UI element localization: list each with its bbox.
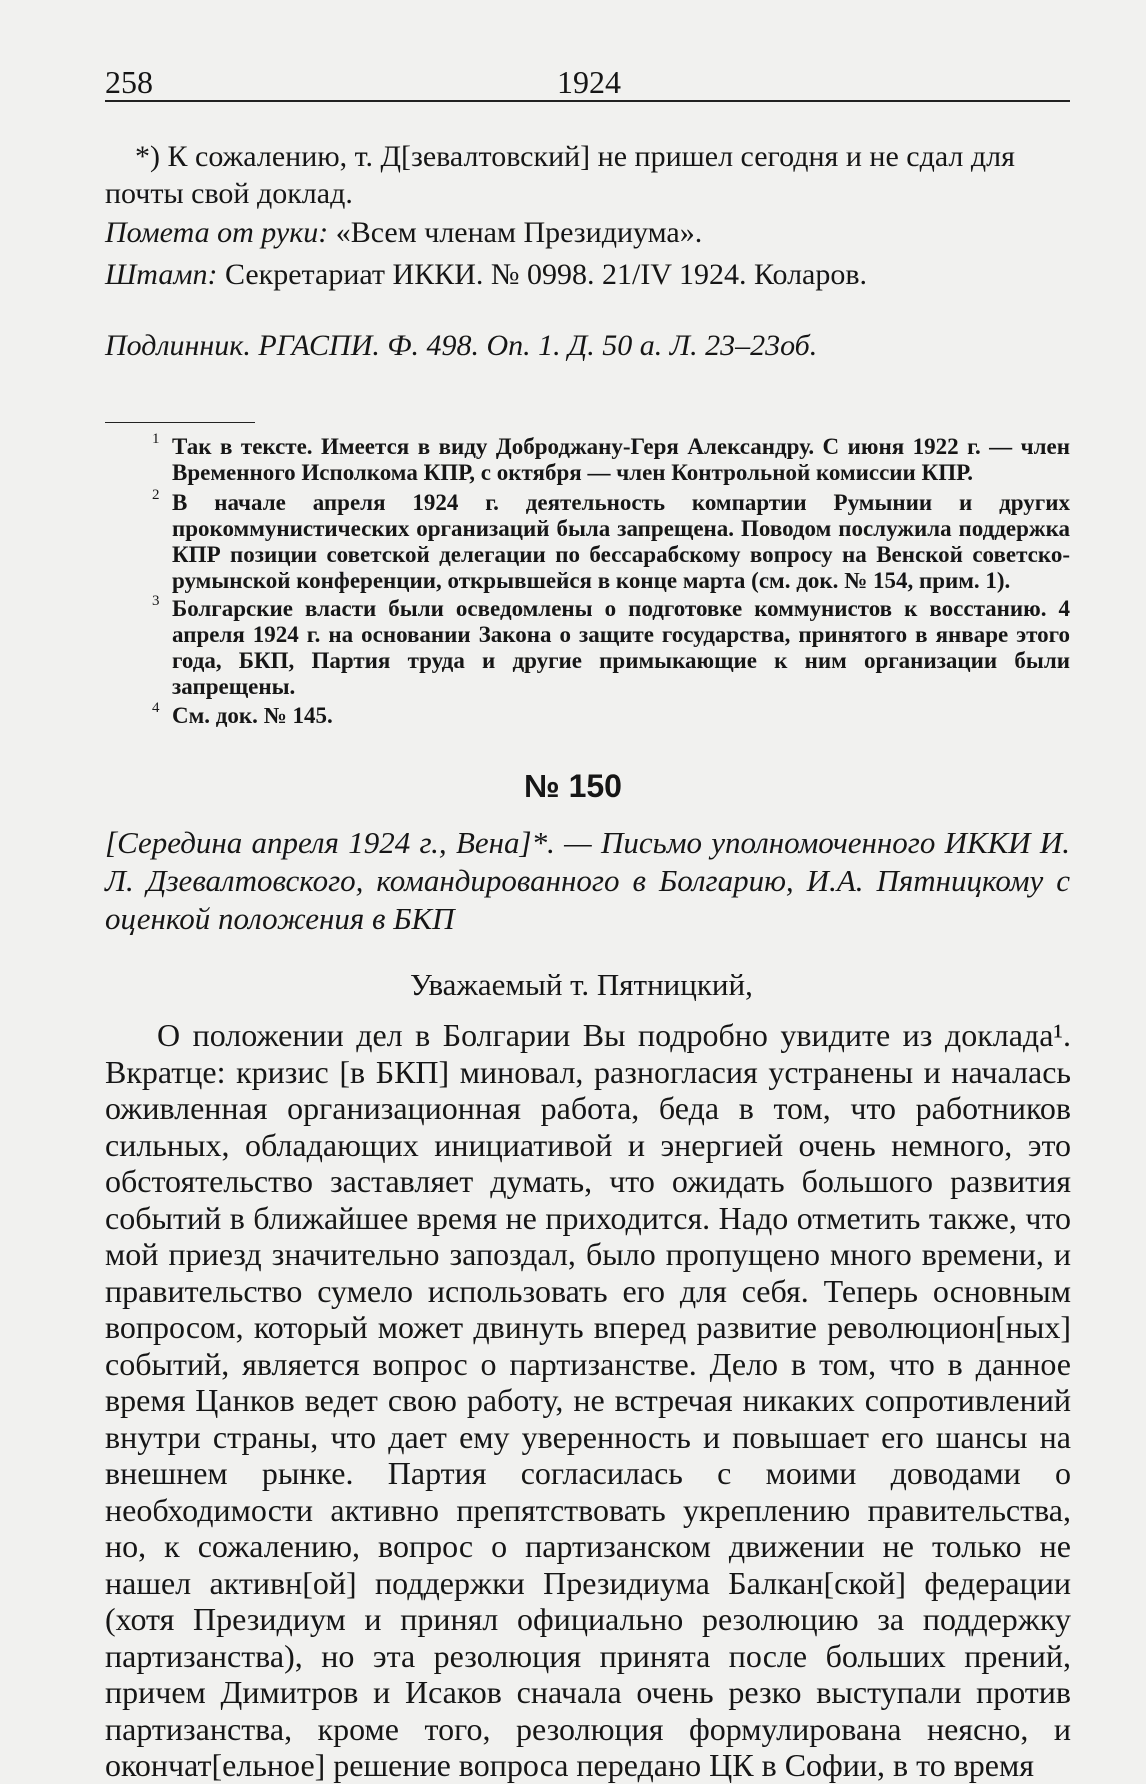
footnote-marker: 2 bbox=[152, 487, 160, 503]
footnote-2 bbox=[105, 487, 1070, 594]
preamble bbox=[105, 138, 1070, 212]
stamp-line bbox=[105, 256, 1070, 293]
footnote-text: См. док. № 145. bbox=[172, 703, 333, 728]
archive-source: Подлинник. РГАСПИ. Ф. 498. Оп. 1. Д. 50 а. Л. 23–23об. bbox=[105, 329, 818, 362]
handwritten-mark bbox=[105, 214, 1070, 251]
footnote-marker: 1 bbox=[152, 431, 160, 447]
footnote-1 bbox=[105, 431, 1070, 486]
footnote-text: В начале апреля 1924 г. деятельность компартии Румынии и других прокоммунистических организаций была запрещена. Поводом послужила поддержка КПР позиции советской делегации по бессарабскому вопросу на Венской советско-румынской конференции, открывшейся в конце марта (см. док. № 154, прим. 1). bbox=[172, 490, 1070, 593]
missing-report-note: *) К сожалению, т. Д[зевалтовский] не пришел сегодня и не сдал для почты свой доклад. bbox=[105, 140, 1015, 210]
letter-body bbox=[105, 1017, 1071, 1784]
page-number: 258 bbox=[105, 64, 153, 100]
running-head-year: 1924 bbox=[557, 64, 621, 100]
footnote-3 bbox=[105, 593, 1070, 700]
page-header bbox=[105, 58, 1070, 98]
footnote-marker: 3 bbox=[152, 593, 160, 609]
footnote-marker: 4 bbox=[152, 700, 160, 716]
document-title: [Середина апреля 1924 г., Вена]*. — Письмо уполномоченного ИККИ И. Л. Дзевалтовского, командированного в Болгарию, И.А. Пятницкому с оценкой положения в БКП bbox=[105, 825, 1070, 936]
letter-paragraph: О положении дел в Болгарии Вы подробно увидите из доклада¹. Вкратце: кризис [в БКП] миновал, разногласия устранены и началась оживленная организационная работа, беда в том, что работников сильных, обладающих инициативой и энергией очень немного, это обстоятельство заставляет думать, что ожидать большого развития событий в ближайшее время не приходится. Надо отметить также, что мой приезд значительно запоздал, было пропущено много времени, и правительство сумело использовать его для себя. Теперь основным вопросом, который может двинуть вперед развитие революцион[ных] событий, является вопрос о партизанстве. Дело в том, что в данное время Цанков ведет свою работу, не встречая никаких сопротивлений внутри страны, что дает ему уверенность и повышает его шансы на внешнем рынке. Партия согласилась с моими доводами о необходимости активно препятствовать укреплению правительства, но, к сожалению, вопрос о партизанском движении не только не нашел активн[ой] поддержки Президиума Балкан[ской] федерации (хотя Президиум и принял официально резолюцию за поддержку партизанства), но эта резолюция принята после больших прений, причем Димитров и Исаков сначала очень резко выступали против партизанства, кроме того, резолюция формулирована неясно, и окончат[ельное] решение вопроса передано ЦК в Софии, в то время bbox=[105, 1017, 1071, 1783]
salutation: Уважаемый т. Пятницкий, bbox=[410, 967, 753, 1002]
stamp-label: Штамп: bbox=[105, 258, 218, 291]
footnote-text: Болгарские власти были осведомлены о подготовке коммунистов к восстанию. 4 апреля 1924 г. на основании Закона о защите государства, принятого в январе этого года, БКП, Партия труда и другие примыкающие к ним организации были запрещены. bbox=[172, 596, 1070, 699]
header-rule bbox=[105, 100, 1070, 102]
document-number: № 150 bbox=[524, 768, 622, 804]
footnote-rule bbox=[105, 422, 255, 423]
stamp-text: Секретариат ИККИ. № 0998. 21/IV 1924. Коларов. bbox=[224, 258, 868, 291]
footnote-4 bbox=[105, 700, 1070, 729]
handwritten-text: «Всем членам Президиума». bbox=[335, 216, 703, 249]
footnote-text: Так в тексте. Имеется в виду Доброджану-Геря Александру. С июня 1922 г. — член Временного Исполкома КПР, с октября — член Контрольной комиссии КПР. bbox=[172, 434, 1070, 485]
source-citation bbox=[105, 327, 1070, 364]
handwritten-label: Помета от руки: bbox=[105, 216, 329, 249]
